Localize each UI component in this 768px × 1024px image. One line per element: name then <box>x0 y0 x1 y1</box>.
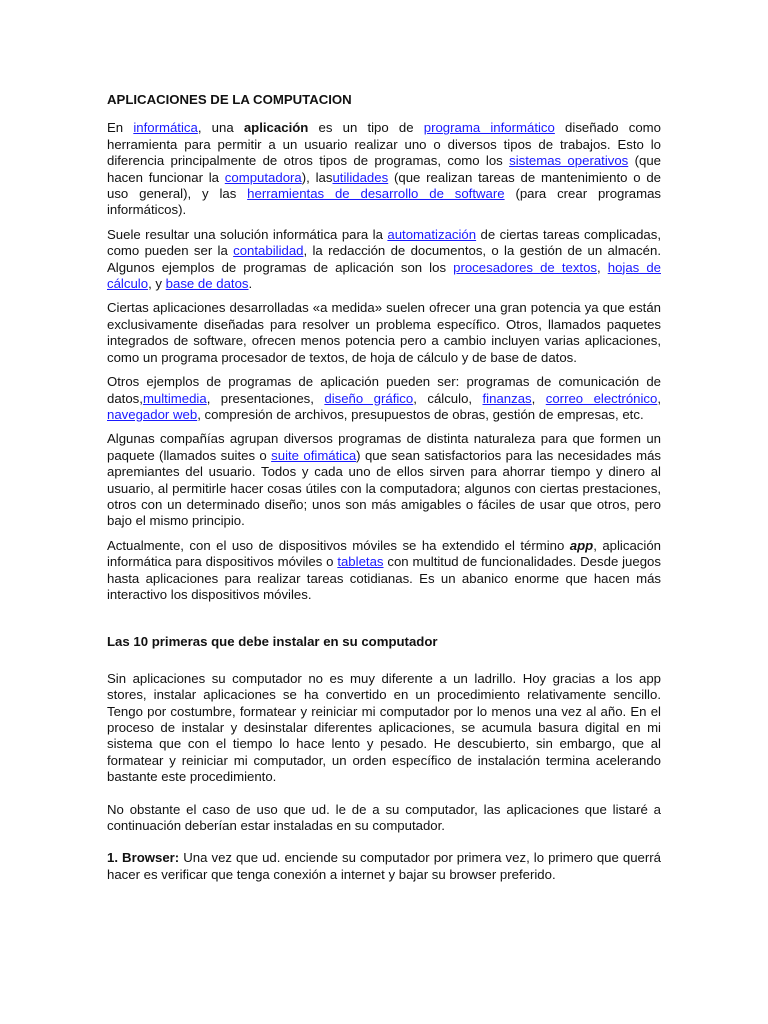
link-procesadores-textos[interactable]: procesadores de textos <box>453 259 597 275</box>
paragraph-caso-uso: No obstante el caso de uso que ud. le de a su computador, las aplicaciones que listaré a continuación deberían estar instaladas en su computador. <box>107 801 661 834</box>
link-hojas-calculo[interactable]: hojas de cálculo <box>107 259 661 292</box>
text: (que realizan tareas de mantenimiento o de uso general), y las <box>107 169 662 202</box>
bold-aplicacion: aplicación <box>243 120 309 136</box>
link-automatizacion[interactable]: automatización <box>387 226 477 242</box>
paragraph-ejemplos <box>107 374 661 423</box>
text: , <box>657 390 662 406</box>
text: , y <box>148 276 166 292</box>
link-utilidades[interactable]: utilidades <box>332 169 389 185</box>
paragraph-app <box>107 538 661 604</box>
text: ), las <box>301 169 333 185</box>
link-multimedia[interactable]: multimedia <box>142 390 207 406</box>
text: , <box>531 390 546 406</box>
paragraph-ladrillo: Sin aplicaciones su computador no es muy diferente a un ladrillo. Hoy gracias a los app stores, instalar aplicaciones se ha convertido en un procedimiento relativamente sencillo. Tengo por costumbre, formatear y reiniciar mi computador por lo menos una vez al año. En el proceso de instalar y desinstalar diferentes aplicaciones, se acumula basura digital en mi sistema que con el tiempo lo hace lento y pesado. He descubierto, sin embargo, que al formatear y reiniciar mi computador, un orden específico de instalación termina acelerando bastante este procedimiento. <box>107 670 661 785</box>
text: diseñado como herramienta para permitir a un usuario realizar uno o diversos tipos de trabajos. Esto lo diferencia principalmente de otros tipos de programas, como los <box>107 120 662 169</box>
text: , compresión de archivos, presupuestos de obras, gestión de empresas, etc. <box>197 406 644 422</box>
link-finanzas[interactable]: finanzas <box>482 390 532 406</box>
paragraph-automatizacion <box>107 227 661 293</box>
text: ) que sean satisfactorios para las necesidades más apremiantes del usuario. Todos y cada uno de ellos sirven para ahorrar tiempo y dinero al usuario, al permitirle hacer cosas útiles con la computadora; algunos con ciertas prestaciones, otros con un determinado diseño; unos son más amigables o fáciles de usar que otros, pero bajo el mismo principio. <box>107 447 662 529</box>
link-sistemas-operativos[interactable]: sistemas operativos <box>509 153 629 169</box>
link-diseno-grafico[interactable]: diseño gráfico <box>324 390 414 406</box>
text: . <box>248 276 253 292</box>
text: , <box>597 259 608 275</box>
link-contabilidad[interactable]: contabilidad <box>233 243 304 259</box>
document-page <box>107 92 661 899</box>
link-herramientas-desarrollo[interactable]: herramientas de desarrollo de software <box>247 186 505 202</box>
link-suite-ofimatica[interactable]: suite ofimática <box>271 447 357 463</box>
link-base-datos[interactable]: base de datos <box>165 276 249 292</box>
link-correo-electronico[interactable]: correo electrónico <box>545 390 658 406</box>
text: , la redacción de documentos, o la gestión de un almacén. Algunos ejemplos de programas de aplicación son los <box>107 243 661 275</box>
text: En <box>107 120 134 136</box>
section-title: Las 10 primeras que debe instalar en su computador <box>107 634 438 650</box>
text: (que hacen funcionar la <box>107 153 661 185</box>
text: , aplicación informática para dispositivos móviles o <box>107 537 661 570</box>
text: Algunas compañías agrupan diversos programas de distinta naturaleza para que formen un paquete (llamados suites o <box>107 431 661 463</box>
page-title: APLICACIONES DE LA COMPUTACION <box>107 92 352 107</box>
text: es un tipo de <box>308 120 424 136</box>
text: , presentaciones, <box>206 390 325 406</box>
link-programa-informatico[interactable]: programa informático <box>423 120 555 136</box>
link-informatica[interactable]: informática <box>133 120 198 136</box>
text: Actualmente, con el uso de dispositivos móviles se ha extendido el término <box>107 537 570 553</box>
text: (para crear programas informáticos). <box>107 186 661 218</box>
paragraph-a-medida: Ciertas aplicaciones desarrolladas «a medida» suelen ofrecer una gran potencia ya que están exclusivamente diseñadas para resolver un problema específico. Otros, llamados paquetes integrados de software, ofrecen menos potencia pero a cambio incluyen varias aplicaciones, como un programa procesador de textos, de hoja de cálculo y de base de datos. <box>107 300 661 365</box>
paragraph-suites <box>107 431 661 529</box>
text: con multitud de funcionalidades. Desde juegos hasta aplicaciones para realizar tareas cotidianas. Es un abanico enorme que hacen más interactivo los dispositivos móviles. <box>107 554 661 602</box>
link-tabletas[interactable]: tabletas <box>337 554 384 570</box>
bold-browser: 1. Browser: <box>107 850 180 866</box>
paragraph-intro <box>107 120 661 218</box>
bold-italic-app: app <box>569 537 594 553</box>
text: Otros ejemplos de programas de aplicación pueden ser: programas de comunicación de datos, <box>107 374 661 406</box>
text: , cálculo, <box>413 390 483 406</box>
link-navegador-web[interactable]: navegador web <box>107 406 198 422</box>
text: , una <box>197 120 244 136</box>
text: Una vez que ud. enciende su computador por primera vez, lo primero que querrá hacer es verificar que tenga conexión a internet y bajar su browser preferido. <box>107 850 661 882</box>
link-computadora[interactable]: computadora <box>224 169 302 185</box>
text: de ciertas tareas complicadas, como pueden ser la <box>107 226 662 259</box>
text: Suele resultar una solución informática para la <box>107 226 388 242</box>
paragraph-browser <box>107 850 661 883</box>
